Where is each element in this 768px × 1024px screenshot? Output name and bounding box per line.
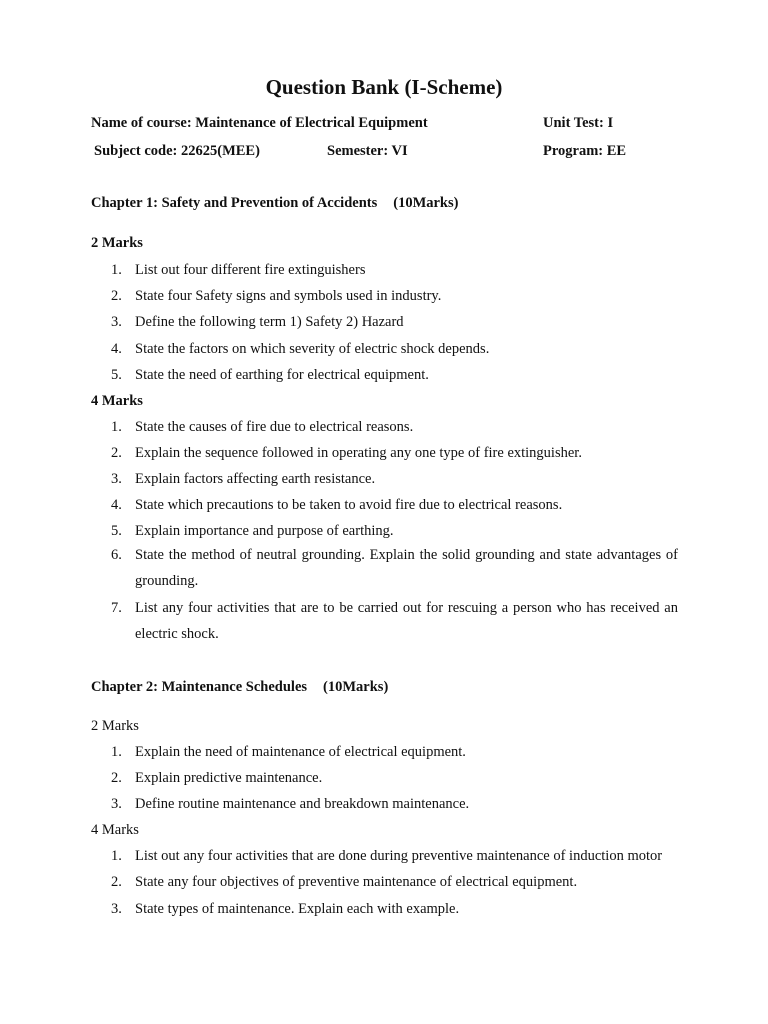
question-text: State the causes of fire due to electrical reasons. [135,419,414,435]
chapter-1-two-marks-heading: 2 Marks [91,235,143,251]
question-number: 3. [111,796,122,812]
question-text: State which precautions to be taken to avoid fire due to electrical reasons. [135,497,563,513]
question-number: 1. [111,262,122,278]
chapter-2-heading [91,678,388,696]
question-number: 1. [111,744,122,760]
question-number: 1. [111,419,122,435]
question-text: Explain the sequence followed in operating any one type of fire extinguisher. [135,445,582,461]
course-name: Name of course: Maintenance of Electrical Equipment [91,115,428,131]
question-number: 4. [111,497,122,513]
question-number: 5. [111,523,122,539]
subject-code: Subject code: 22625(MEE) [94,143,260,159]
chapter-1-heading [91,194,458,212]
chapter-2-four-marks-heading: 4 Marks [91,822,139,838]
question-text: State four Safety signs and symbols used in industry. [135,288,442,304]
chapter-2-marks: (10Marks) [323,679,389,695]
question-text: State any four objectives of preventive maintenance of electrical equipment. [135,874,578,890]
question-number: 7. [111,600,122,616]
question-text: List any four activities that are to be carried out for rescuing a person who has received an electric shock. [135,600,678,642]
question-number: 4. [111,341,122,357]
question-number: 6. [111,547,122,563]
question-text: Explain the need of maintenance of electrical equipment. [135,744,466,760]
page-title: Question Bank (I-Scheme) [265,75,503,99]
semester: Semester: VI [327,143,408,159]
question-number: 1. [111,848,122,864]
question-number: 2. [111,770,122,786]
program: Program: EE [543,143,627,159]
chapter-1-four-marks-heading: 4 Marks [91,393,143,409]
question-text: State the factors on which severity of electric shock depends. [135,341,490,357]
question-number: 3. [111,901,122,917]
question-text: Explain predictive maintenance. [135,770,323,786]
question-number: 3. [111,471,122,487]
question-number: 3. [111,314,122,330]
question-text: Explain importance and purpose of earthing. [135,523,394,539]
question-number: 5. [111,367,122,383]
question-text: List out any four activities that are done during preventive maintenance of induction motor [135,848,663,864]
question-text: Define routine maintenance and breakdown maintenance. [135,796,470,812]
question-text: State the need of earthing for electrical equipment. [135,367,429,383]
question-number: 2. [111,874,122,890]
question-text: List out four different fire extinguishers [135,262,366,278]
chapter-1-title: Chapter 1: Safety and Prevention of Accidents [91,195,378,211]
question-text: State the method of neutral grounding. Explain the solid grounding and state advantages of grounding. [135,547,678,589]
question-text: Explain factors affecting earth resistance. [135,471,376,487]
chapter-1-marks: (10Marks) [393,195,459,211]
chapter-2-title: Chapter 2: Maintenance Schedules [91,679,308,695]
unit-test: Unit Test: I [543,115,614,131]
question-number: 2. [111,445,122,461]
question-text: Define the following term 1) Safety 2) Hazard [135,314,404,330]
question-text: State types of maintenance. Explain each with example. [135,901,460,917]
chapter-2-two-marks-heading: 2 Marks [91,718,139,734]
question-number: 2. [111,288,122,304]
